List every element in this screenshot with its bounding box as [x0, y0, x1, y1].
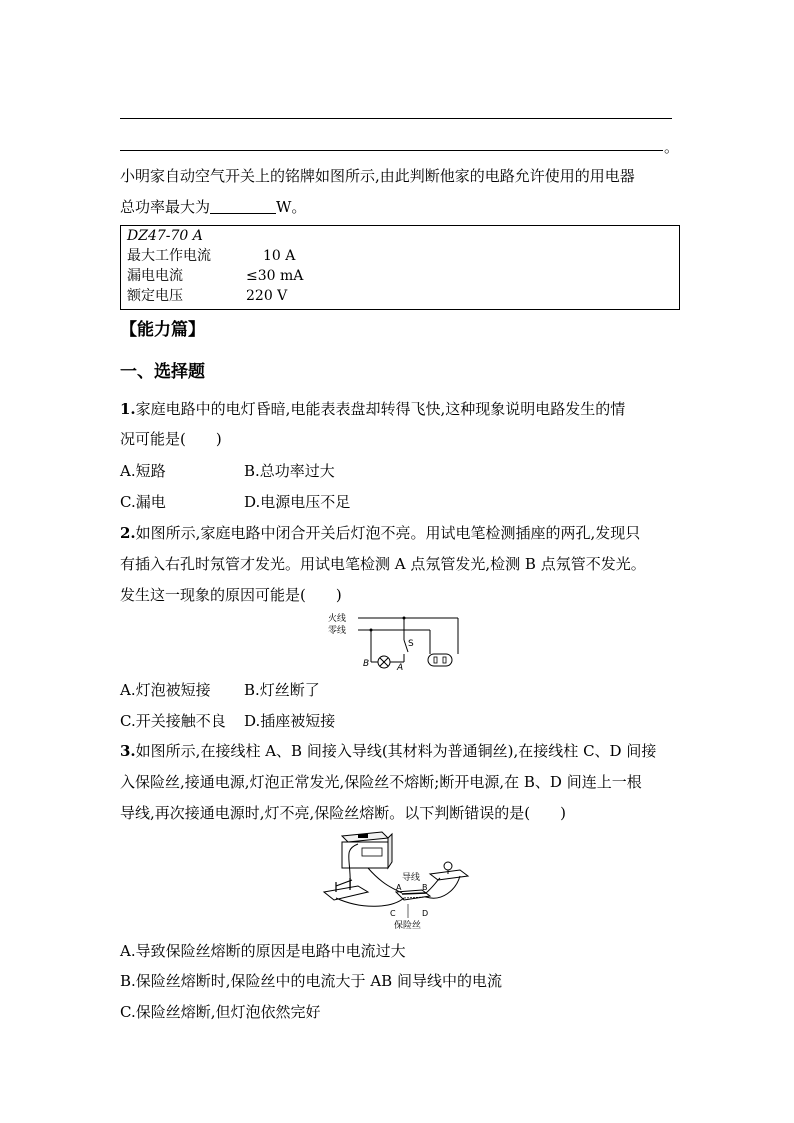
q2-option-c[interactable]: C.开关接触不良 — [120, 712, 226, 730]
q3-option-a[interactable]: A.导致保险丝熔断的原因是电路中电流过大 — [120, 942, 406, 960]
fuse-label: 保险丝 — [394, 921, 422, 931]
nameplate-label-rated-voltage: 额定电压 — [127, 288, 183, 304]
q1-option-d[interactable]: D.电源电压不足 — [244, 493, 351, 511]
ab-wire — [402, 893, 426, 894]
socket-icon — [428, 654, 452, 666]
breaker-question-line2-before: 总功率最大为 — [120, 198, 211, 216]
q1-number: 1. — [120, 400, 136, 418]
wire-label: 导线 — [402, 873, 421, 883]
answer-blank[interactable] — [210, 199, 276, 214]
q2-number: 2. — [120, 524, 136, 542]
neutral-wire-label: 零线 — [328, 626, 347, 636]
q2-line2: 有插入右孔时氖管才发光。用试电笔检测 A 点氖管发光,检测 B 点氖管不发光。 — [120, 555, 646, 573]
answer-line-1 — [120, 118, 672, 119]
subsection-title: 一、选择题 — [120, 362, 205, 382]
live-wire-label: 火线 — [328, 614, 347, 624]
q1-line1-text: 家庭电路中的电灯昏暗,电能表表盘却转得飞快,这种现象说明电路发生的情 — [135, 400, 626, 418]
answer-line-2 — [120, 150, 663, 151]
nameplate-model: DZ47-70 A — [127, 228, 203, 244]
q3-line1 — [120, 741, 656, 761]
terminal-a-label: A — [396, 883, 402, 892]
breaker-question-line2-after: W。 — [276, 198, 307, 216]
nameplate-label-leak-current: 漏电电流 — [127, 268, 183, 284]
q3-line3: 导线,再次接通电源时,灯不亮,保险丝熔断。以下判断错误的是( ) — [120, 804, 567, 822]
q1-option-a[interactable]: A.短路 — [120, 462, 166, 480]
breaker-question-line1: 小明家自动空气开关上的铭牌如图所示,由此判断他家的电路允许使用的用电器 — [120, 167, 635, 185]
nameplate-value-max-current: 10 A — [263, 248, 296, 264]
q3-option-b[interactable]: B.保险丝熔断时,保险丝中的电流大于 AB 间导线中的电流 — [120, 972, 502, 990]
switch-label: S — [408, 639, 414, 649]
q1-line1 — [120, 399, 625, 419]
q2-line1-text: 如图所示,家庭电路中闭合开关后灯泡不亮。用试电笔检测插座的两孔,发现只 — [135, 524, 641, 542]
q2-option-a[interactable]: A.灯泡被短接 — [120, 681, 211, 699]
q1-option-c[interactable]: C.漏电 — [120, 493, 166, 511]
answer-line-end-mark: 。 — [664, 138, 680, 156]
terminal-b-label: B — [422, 883, 428, 892]
q3-line1-text: 如图所示,在接线柱 A、B 间接入导线(其材料为普通铜丝),在接线柱 C、D 间接 — [135, 742, 657, 760]
terminal-d-label: D — [422, 909, 429, 918]
left-terminal-board — [324, 886, 368, 900]
q1-line2: 况可能是( ) — [120, 430, 222, 448]
q2-option-d[interactable]: D.插座被短接 — [244, 712, 336, 730]
terminal-c-label: C — [390, 909, 396, 918]
q2-option-b[interactable]: B.灯丝断了 — [244, 681, 320, 699]
q3-line2: 入保险丝,接通电源,灯泡正常发光,保险丝不熔断;断开电源,在 B、D 间连上一根 — [120, 773, 642, 791]
lamp-board — [430, 870, 468, 880]
q3-apparatus-diagram — [322, 830, 472, 934]
point-b-label: B — [363, 659, 370, 669]
breaker-question-line2 — [120, 197, 306, 217]
q2-line1 — [120, 523, 640, 543]
nameplate-box — [120, 225, 680, 310]
nameplate-label-max-current: 最大工作电流 — [127, 248, 211, 264]
nameplate-value-rated-voltage: 220 V — [246, 288, 288, 304]
nameplate-value-leak-current: ≤30 mA — [246, 268, 304, 284]
section-title: 【能力篇】 — [120, 320, 205, 340]
q3-number: 3. — [120, 742, 136, 760]
q2-circuit-diagram — [328, 612, 468, 672]
q2-line3: 发生这一现象的原因可能是( ) — [120, 586, 342, 604]
q3-option-c[interactable]: C.保险丝熔断,但灯泡依然完好 — [120, 1003, 321, 1021]
point-a-label: A — [397, 663, 404, 673]
bulb-icon — [444, 862, 452, 870]
q1-option-b[interactable]: B.总功率过大 — [244, 462, 335, 480]
